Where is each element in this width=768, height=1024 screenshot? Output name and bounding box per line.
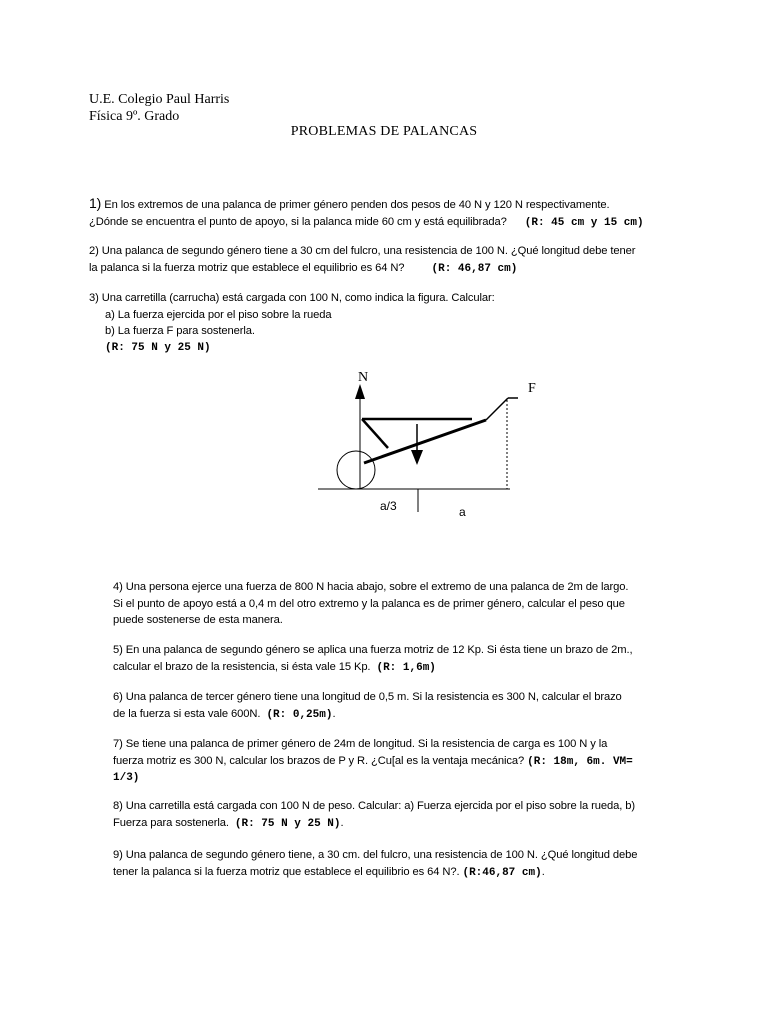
problem-8-end: . xyxy=(340,816,344,829)
problem-1-answer: (R: 45 cm y 15 cm) xyxy=(524,216,644,229)
problem-9-line2: tener la palanca si la fuerza motriz que establece el equilibrio es 64 N?. xyxy=(113,865,460,878)
handle-rise xyxy=(486,398,508,420)
problem-7-line2: fuerza motriz es 300 N, calcular los brazos de P y R. ¿Cu[al es la ventaja mecánica? xyxy=(113,754,525,767)
problem-9-line1: 9) Una palanca de segundo género tiene, a 30 cm. del fulcro, una resistencia de 100 N. ¿Qué longitud debe xyxy=(113,849,638,861)
problem-7-answer-cont: 1/3) xyxy=(113,772,140,784)
problem-3-part-b: b) La fuerza F para sostenerla. xyxy=(105,325,255,337)
problem-9-answer: (R:46,87 cm) xyxy=(462,866,542,879)
problem-2 xyxy=(89,243,635,277)
problem-1-number: 1) xyxy=(89,195,102,211)
problem-2-answer: (R: 46,87 cm) xyxy=(431,262,518,275)
problem-4-line3: puede sostenerse de esta manera. xyxy=(113,614,283,626)
problem-2-line2: la palanca si la fuerza motriz que establece el equilibrio es 64 N? xyxy=(89,261,405,274)
label-n: N xyxy=(358,370,369,385)
page-title: PROBLEMAS DE PALANCAS xyxy=(290,124,478,139)
school-name: U.E. Colegio Paul Harris xyxy=(89,92,230,107)
wheel xyxy=(337,451,375,489)
problem-4-line1: 4) Una persona ejerce una fuerza de 800 N hacia abajo, sobre el extremo de una palanca de 2m de largo. xyxy=(113,581,629,593)
problem-8-line2: Fuerza para sostenerla. xyxy=(113,816,229,829)
problem-3-line1: 3) Una carretilla (carrucha) está cargada con 100 N, como indica la figura. Calcular: xyxy=(89,292,495,304)
problem-9 xyxy=(113,847,637,881)
problem-5-line2: calcular el brazo de la resistencia, si ésta vale 15 Kp. xyxy=(113,660,371,673)
problem-1-line1: En los extremos de una palanca de primer género penden dos pesos de 40 N y 120 N respectivamente. xyxy=(101,199,610,211)
problem-4 xyxy=(113,579,628,629)
weight-arrowhead xyxy=(411,450,423,465)
problem-3 xyxy=(89,290,495,356)
problem-1-line2: ¿Dónde se encuentra el punto de apoyo, si la palanca mide 60 cm y está equilibrada? xyxy=(89,215,507,228)
problem-6 xyxy=(113,689,622,723)
problem-3-part-a: a) La fuerza ejercida por el piso sobre la rueda xyxy=(105,308,332,321)
problem-6-line2: de la fuerza si esta vale 600N. xyxy=(113,707,261,720)
problem-6-answer: (R: 0,25m) xyxy=(266,708,333,721)
problem-3-answer: (R: 75 N y 25 N) xyxy=(105,341,211,354)
problem-7-answer: (R: 18m, 6m. VM= xyxy=(527,755,633,768)
wheelbarrow-figure xyxy=(300,362,550,522)
label-f: F xyxy=(528,381,536,396)
problem-8 xyxy=(113,798,635,832)
problem-1 xyxy=(89,195,644,231)
label-a: a xyxy=(459,505,466,519)
bin-front-strut xyxy=(362,419,388,448)
problem-2-line1: 2) Una palanca de segundo género tiene a 30 cm del fulcro, una resistencia de 100 N. ¿Qué longitud debe tener xyxy=(89,245,636,257)
problem-7-line1: 7) Se tiene una palanca de primer género de 24m de longitud. Si la resistencia de carga es 100 N y la xyxy=(113,738,608,750)
problem-4-line2: Si el punto de apoyo está a 0,4 m del otro extremo y la palanca es de primer género, calcular el peso que xyxy=(113,597,625,610)
problem-8-line1: 8) Una carretilla está cargada con 100 N de peso. Calcular: a) Fuerza ejercida por el piso sobre la rueda, b) xyxy=(113,800,636,812)
problem-5-answer: (R: 1,6m) xyxy=(376,661,436,674)
normal-force-arrowhead xyxy=(355,384,365,399)
problem-8-answer: (R: 75 N y 25 N) xyxy=(234,817,341,830)
problem-6-end: . xyxy=(332,707,336,720)
subject-grade: Física 9º. Grado xyxy=(89,109,180,124)
problem-5 xyxy=(113,642,633,676)
document-header xyxy=(89,91,229,125)
problem-9-end: . xyxy=(541,865,545,878)
problem-5-line1: 5) En una palanca de segundo género se aplica una fuerza motriz de 12 Kp. Si ésta tiene un brazo de 2m., xyxy=(113,644,633,656)
problem-7 xyxy=(113,736,633,787)
problem-6-line1: 6) Una palanca de tercer género tiene una longitud de 0,5 m. Si la resistencia es 300 N, calcular el brazo xyxy=(113,691,622,703)
label-a3: a/3 xyxy=(380,499,397,513)
